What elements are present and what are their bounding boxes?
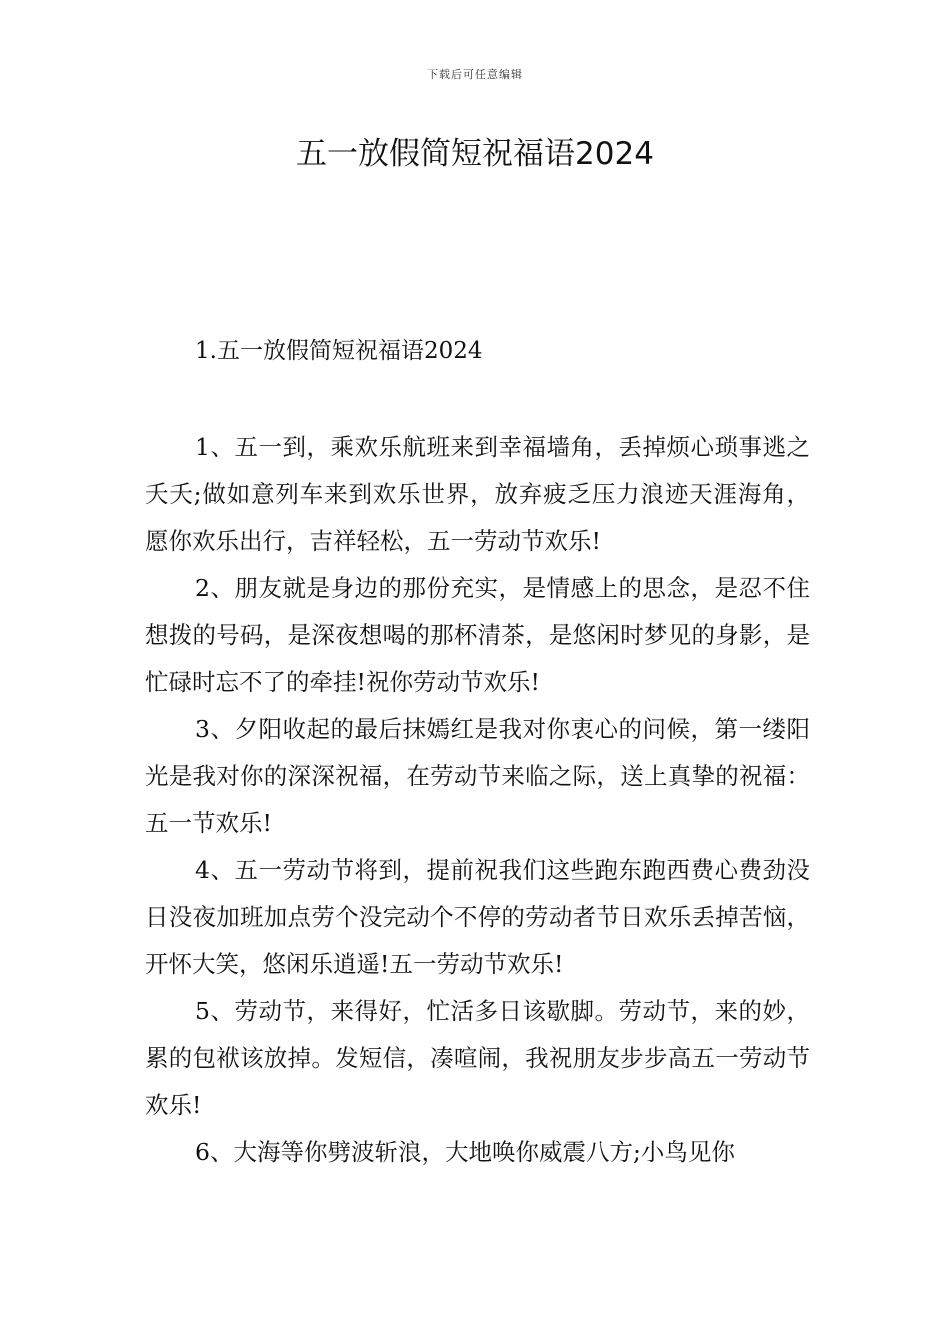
paragraph: 3、夕阳收起的最后抹嫣红是我对你衷心的问候，第一缕阳光是我对你的深深祝福，在劳动节来临之际，送上真挚的祝福：五一节欢乐! [145,715,810,837]
paragraph: 4、五一劳动节将到，提前祝我们这些跑东跑西费心费劲没日没夜加班加点劳个没完动个不停的劳动者节日欢乐丢掉苦恼，开怀大笑，悠闲乐逍遥!五一劳动节欢乐! [145,856,810,978]
paragraph: 2、朋友就是身边的那份充实，是情感上的思念，是忍不住想拨的号码，是深夜想喝的那杯清茶，是悠闲时梦见的身影，是忙碌时忘不了的牵挂!祝你劳动节欢乐! [145,574,810,696]
paragraph: 6、大海等你劈波斩浪，大地唤你威震八方;小鸟见你 [195,1138,735,1166]
section-heading: 1.五一放假简短祝福语2024 [195,338,483,364]
document-body [145,424,810,1176]
document-title: 五一放假简短祝福语2024 [296,136,654,172]
paragraph: 5、劳动节，来得好，忙活多日该歇脚。劳动节，来的妙，累的包袱该放掉。发短信，凑喧闹，我祝朋友步步高五一劳动节欢乐! [145,997,810,1119]
header-note: 下载后可任意编辑 [427,68,523,81]
paragraph: 1、五一到，乘欢乐航班来到幸福墙角，丢掉烦心琐事逃之夭夭;做如意列车来到欢乐世界，放弃疲乏压力浪迹天涯海角，愿你欢乐出行，吉祥轻松，五一劳动节欢乐! [145,433,810,555]
